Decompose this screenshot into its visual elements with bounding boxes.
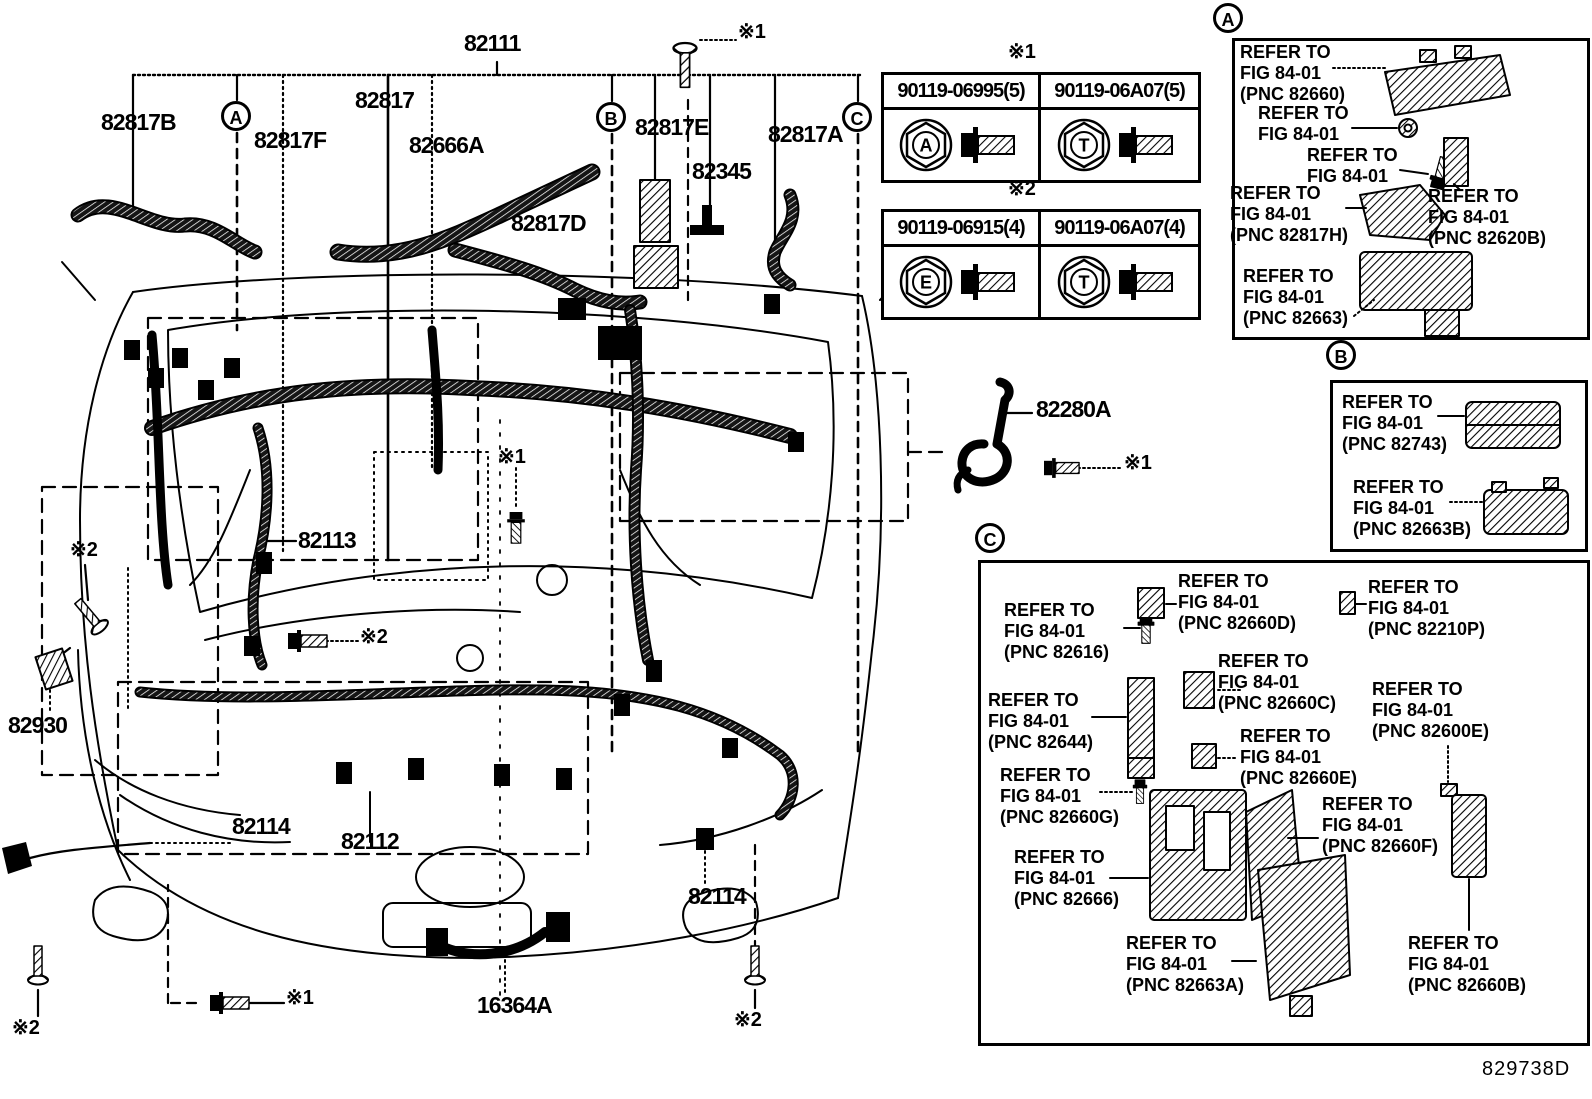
ref-entry-82660E[interactable]: REFER TO FIG 84-01 (PNC 82660E): [1240, 726, 1358, 788]
ref-entry-82663A[interactable]: REFER TO FIG 84-01 (PNC 82663A): [1126, 933, 1245, 995]
bolt-icon: [1057, 115, 1182, 175]
callout-circle-a-main[interactable]: A: [221, 101, 251, 131]
part-label-82114-left[interactable]: 82114: [232, 813, 290, 839]
callout-circle-c-main[interactable]: C: [842, 102, 872, 132]
marker-note2-left: ※2: [70, 539, 98, 561]
ref-entry-82600E[interactable]: REFER TO FIG 84-01 (PNC 82600E): [1372, 679, 1490, 741]
part-label-82930[interactable]: 82930: [8, 712, 67, 738]
ref-entry-82210P[interactable]: REFER TO FIG 84-01 (PNC 82210P): [1368, 577, 1486, 639]
part-label-82817F[interactable]: 82817F: [254, 127, 327, 153]
part-glyphs-main: [35, 180, 1009, 689]
table2-bolt-a: [884, 247, 1041, 317]
bolt-icon: [899, 115, 1024, 175]
refbox-a-letter: A: [1213, 3, 1243, 33]
table1-part-b: 90119-06A07(5): [1041, 75, 1198, 110]
part-label-82114-right[interactable]: 82114: [688, 883, 746, 909]
part-label-82345[interactable]: 82345: [692, 158, 751, 184]
marker-note2-mid: ※2: [360, 626, 388, 648]
ref-entry-82743[interactable]: REFER TO FIG 84-01 (PNC 82743): [1342, 392, 1448, 454]
marker-note1-top: ※1: [738, 21, 766, 43]
marker-note2-bottom-right: ※2: [734, 1009, 762, 1031]
refbox-c-letter: C: [975, 523, 1005, 553]
svg-text:T: T: [1078, 272, 1090, 293]
svg-text:E: E: [919, 272, 932, 293]
ref-entry-82660C[interactable]: REFER TO FIG 84-01 (PNC 82660C): [1218, 651, 1337, 713]
part-label-82817B[interactable]: 82817B: [101, 109, 176, 135]
table1-bolt-a: [884, 110, 1041, 180]
part-label-16364A[interactable]: 16364A: [477, 992, 552, 1018]
ref-entry-82660G[interactable]: REFER TO FIG 84-01 (PNC 82660G): [1000, 765, 1120, 827]
ref-entry-82663[interactable]: REFER TO FIG 84-01 (PNC 82663): [1243, 266, 1349, 328]
ref-entry-82663B[interactable]: REFER TO FIG 84-01 (PNC 82663B): [1353, 477, 1472, 539]
part-label-82112[interactable]: 82112: [341, 828, 399, 854]
ref-entry-82660[interactable]: REFER TO FIG 84-01 (PNC 82660): [1240, 42, 1346, 104]
part-label-82111[interactable]: 82111: [464, 30, 521, 56]
table2-bolt-b: [1041, 247, 1198, 317]
ref-entry-82660B[interactable]: REFER TO FIG 84-01 (PNC 82660B): [1408, 933, 1527, 995]
table1-part-a: 90119-06995(5): [884, 75, 1041, 110]
part-label-82817E[interactable]: 82817E: [635, 114, 709, 140]
ref-entry-a2[interactable]: REFER TO FIG 84-01: [1258, 103, 1349, 144]
table2-part-a: 90119-06915(4): [884, 212, 1041, 247]
refbox-b-letter: B: [1326, 340, 1356, 370]
table1-bolt-b: [1041, 110, 1198, 180]
ref-entry-a3[interactable]: REFER TO FIG 84-01: [1307, 145, 1398, 186]
part-label-82113[interactable]: 82113: [298, 527, 356, 553]
table1-marker: ※1: [1008, 41, 1036, 63]
drawing-code: 829738D: [1482, 1058, 1571, 1080]
svg-text:A: A: [919, 135, 932, 156]
part-label-82666A[interactable]: 82666A: [409, 132, 484, 158]
ref-entry-82817H[interactable]: REFER TO FIG 84-01 (PNC 82817H): [1230, 183, 1349, 245]
marker-note1-bottom-left: ※1: [286, 987, 314, 1009]
table2-part-b: 90119-06A07(4): [1041, 212, 1198, 247]
fastener-table-1: [881, 72, 1201, 183]
bolt-icon: [1057, 252, 1182, 312]
ref-entry-82616[interactable]: REFER TO FIG 84-01 (PNC 82616): [1004, 600, 1110, 662]
svg-text:T: T: [1078, 135, 1090, 156]
marker-note1-82280a: ※1: [1124, 452, 1152, 474]
part-label-82817D[interactable]: 82817D: [511, 210, 586, 236]
callout-rects: [42, 100, 946, 1003]
part-label-82817A[interactable]: 82817A: [768, 121, 843, 147]
marker-note1-mid: ※1: [498, 446, 526, 468]
fastener-table-2: [881, 209, 1201, 320]
table2-marker: ※2: [1008, 178, 1036, 200]
ref-entry-82644[interactable]: REFER TO FIG 84-01 (PNC 82644): [988, 690, 1094, 752]
callout-circle-b-main[interactable]: B: [596, 102, 626, 132]
ref-entry-82660F[interactable]: REFER TO FIG 84-01 (PNC 82660F): [1322, 794, 1439, 856]
ref-entry-82660D[interactable]: REFER TO FIG 84-01 (PNC 82660D): [1178, 571, 1297, 633]
ref-entry-82666[interactable]: REFER TO FIG 84-01 (PNC 82666): [1014, 847, 1120, 909]
bolt-icon: [899, 252, 1024, 312]
harness-bands: [30, 172, 793, 954]
marker-note2-bottom-corner: ※2: [12, 1017, 40, 1039]
part-label-82817[interactable]: 82817: [355, 87, 414, 113]
part-label-82280A[interactable]: 82280A: [1036, 396, 1111, 422]
ref-entry-82620B[interactable]: REFER TO FIG 84-01 (PNC 82620B): [1428, 186, 1547, 248]
